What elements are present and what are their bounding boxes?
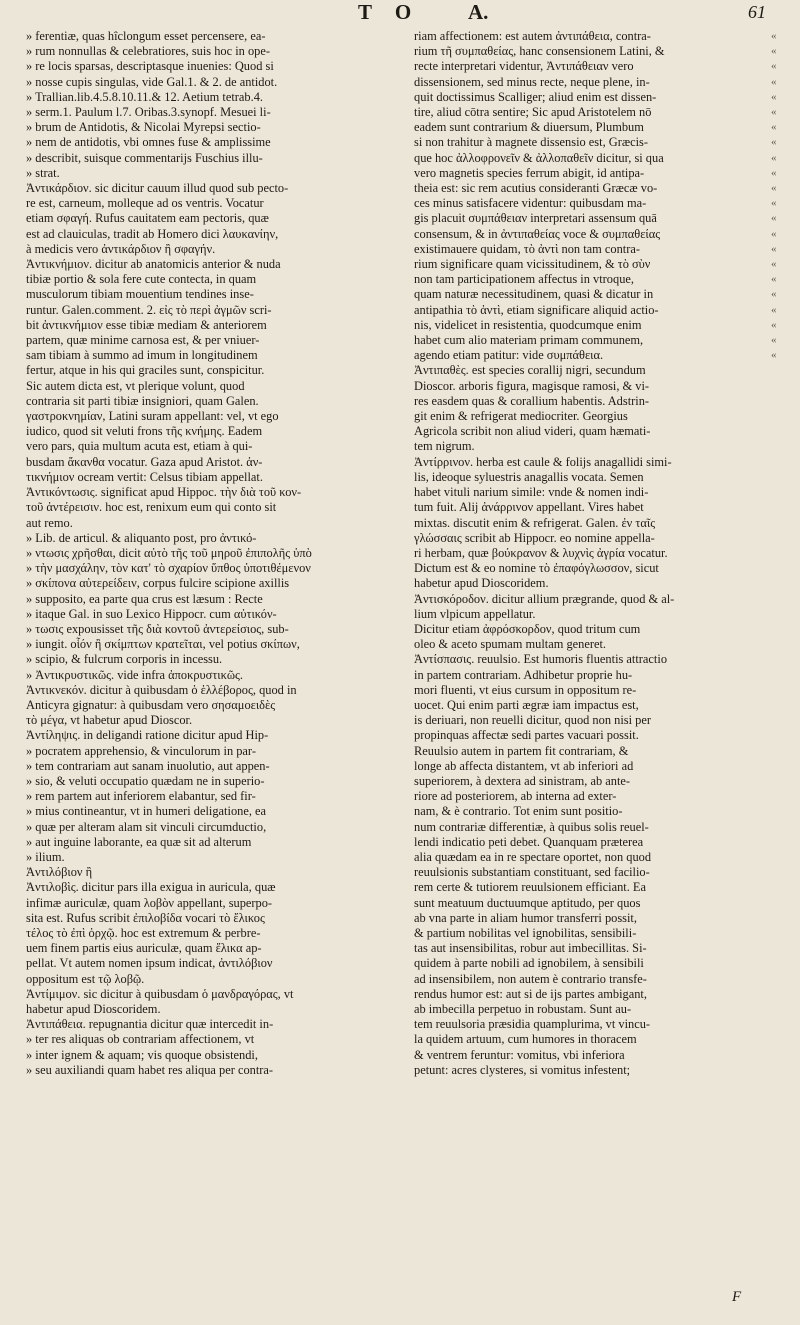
text-line: tibiæ portio & sola fere cute contecta, in quam (26, 272, 257, 287)
text-line: fertur, atque in his qui graciles sunt, conspicitur. (26, 363, 265, 378)
text-line: habet vituli narium simile: vnde & nomen indi- (414, 485, 649, 500)
text-line: » ντωσις χρῆσθαι, dicit αὐτὸ τῆς τοῦ μηροῦ ἐπιπολῆς ὑπὸ (26, 545, 312, 560)
text-line: vero pars, quia multum acuta est, etiam à qui- (26, 439, 253, 454)
text-line: lendi indicatio peti debet. Quanquam præterea (414, 834, 644, 849)
text-line: habetur apud Dioscoridem. (26, 1002, 161, 1016)
text-line: vero magnetis species ferrum abigit, id antipa- (414, 165, 645, 180)
text-line: & partium nobilitas vel ignobilitas, sensibili- (414, 925, 637, 940)
text-line: ri herbam, quæ βούκρανον & λυχνὶς ἀγρία vocatur. (414, 545, 668, 560)
margin-quote-mark: « (771, 242, 777, 255)
text-line: mori fluenti, vt eius cursum in oppositum re- (414, 682, 637, 697)
text-line: Reuulsio autem in partem fit contrariam, & (414, 743, 629, 758)
text-line: rendus humor est: aut si de ijs partes ambigant, (414, 986, 647, 1001)
margin-quote-mark: « (771, 75, 777, 88)
text-line: Ἀντιπαθὲς. est species corallij nigri, secundum (414, 363, 646, 378)
text-line: runtur. Galen.comment. 2. εἰς τὸ περὶ ἀγμῶν scri- (26, 302, 272, 317)
text-line: non tam participationem affectus in vtroque, (414, 272, 634, 287)
catchword: F (732, 1289, 742, 1305)
text-line: » nosse cupis singulas, vide Gal.1. & 2. de antidot. (26, 74, 278, 89)
text-line: mixtas. discutit enim & refrigerat. Galen. ἐν ταῖς (414, 515, 656, 530)
text-line: Sic autem dicta est, vt plerique volunt, quod (26, 378, 245, 393)
text-line: existimauere quidam, τὸ ἀντὶ non tam contra- (414, 241, 640, 256)
text-line: eadem sunt contrarium & diuersum, Plumbum (414, 120, 644, 135)
text-line: contraria sit parti tibiæ insigniori, quam Galen. (26, 393, 259, 408)
text-line: oppositum est τῷ λοβῷ. (26, 971, 145, 986)
text-line: la quidem artuum, cum humores in thoracem (414, 1032, 637, 1047)
text-line: » mius contineantur, vt in humeri deligatione, ea (26, 804, 267, 819)
margin-quote-mark: « (771, 349, 777, 362)
text-line: riam affectionem: est autem ἀντιπάθεια, contra- (414, 29, 651, 43)
text-line: tem nigrum. (414, 439, 475, 454)
margin-quote-mark: « (771, 90, 777, 103)
text-line: oleo & aceto spumam multam generet. (414, 637, 606, 652)
text-line: superiorem, à dextera ad sinistram, ab ante- (414, 773, 631, 788)
text-line: » seu auxiliandi quam habet res aliqua per contra- (26, 1062, 274, 1077)
text-line: Agricola scribit non aliud videri, quam hæmati- (414, 424, 651, 439)
text-line: Dictum est & eo nomine τὸ ἐπαφόγλωσσον, sicut (414, 561, 659, 576)
text-line: tire, aliud cōtra sentire; Sic apud Aristotelem nō (414, 105, 652, 120)
text-line: petunt: acres clysteres, si vomitus infestent; (414, 1062, 631, 1077)
page-number: 61 (748, 2, 766, 22)
text-line: Ἀντικνήμιον. dicitur ab anatomicis anterior & nuda (26, 257, 281, 272)
margin-quote-mark: « (771, 288, 777, 301)
text-line: ad insensibilem, non autem è contrario transfe- (414, 971, 647, 986)
text-line: » Lib. de articul. & aliquanto post, pro ἀντικό- (26, 530, 257, 545)
text-line: etiam σφαγή. Rufus cauitatem eam pectoris, quæ (26, 211, 269, 226)
text-line: γαστροκνημίαν, Latini suram appellant: vel, vt ego (26, 409, 279, 424)
text-line: » τὴν μασχάλην, τὸν κατ' τὸ σχαρίον ὕπθος ὑποτιθέμενον (26, 561, 311, 576)
text-line: rium significare quam vicissitudinem, & τὸ σὺν (414, 257, 651, 272)
text-line: » ilium. (26, 849, 65, 864)
text-line: lium vlpicum appellatur. (414, 606, 536, 621)
text-line: » Ἀντικρυστικῶς. vide infra ἀποκρυστικῶς. (26, 667, 244, 682)
text-line: » sio, & veluti occupatio quædam ne in superio- (26, 773, 265, 788)
text-line: partem, quæ minime carnosa est, & per vniuer- (26, 333, 260, 348)
text-line: longe ab affecta distantem, vt ab inferiori ad (414, 758, 634, 773)
margin-quote-mark: « (771, 258, 777, 271)
text-line: Ἀντίληψις. in deligandi ratione dicitur apud Hip- (26, 728, 269, 743)
text-line: re est, carneum, molleque ad os ventris. Vocatur (26, 196, 264, 211)
text-line: » brum de Antidotis, & Nicolai Myrepsi sectio- (26, 120, 261, 135)
text-line: » describit, suisque commentarijs Fuschius illu- (26, 150, 263, 165)
text-line: reuulsionis substantiam constituant, sed facilio- (414, 865, 650, 880)
text-line: » itaque Gal. in suo Lexico Hippocr. cum αὐτικόν- (26, 606, 277, 621)
text-line: » serm.1. Paulum l.7. Oribas.3.synopf. Mesuei li- (26, 105, 271, 120)
margin-quote-mark: « (771, 273, 777, 286)
text-line: bit ἀντικνήμιον esse tibiæ mediam & anteriorem (26, 317, 267, 332)
text-line: rium τῆ συμπαθείας, hanc consensionem Latini, & (414, 44, 665, 59)
text-line: agendo etiam patitur: vide συμπάθεια. (414, 348, 604, 363)
text-line: recte interpretari videntur, Ἀντιπάθειαν vero (414, 59, 634, 74)
text-line: » σκίπονα αὐτερείδειν, corpus fulcire scipione axillis (26, 576, 290, 591)
margin-quote-mark: « (771, 212, 777, 225)
margin-quote-mark: « (771, 166, 777, 179)
text-line: consensum, & in ἀντιπαθείας voce & συμπαθείας (414, 226, 661, 241)
text-line: Ἀντικόντωσις. significat apud Hippoc. τὴν διὰ τοῦ κον- (26, 485, 302, 500)
text-line: in partem contrariam. Adhibetur proprie hu- (414, 667, 633, 682)
text-line: lis, ideoque syluestris anagallis vocata. Semen (414, 469, 644, 484)
text-line: » supposito, ea parte qua crus est læsum : Recte (26, 591, 263, 606)
text-line: τέλος τὸ ἐπὶ ὀρχῷ. hoc est extremum & perbre- (26, 925, 261, 940)
text-line: busdam ἄκανθα vocatur. Gaza apud Aristot. ἀν- (26, 454, 263, 469)
text-line: riore ad posteriorem, ab interna ad exter- (414, 789, 617, 804)
text-line: » scipio, & fulcrum corporis in incessu. (26, 652, 223, 667)
text-line: que hoc ἀλλοφρονεῖν & ἀλλοπαθεῖν dicitur, si qua (414, 150, 664, 165)
text-line: is deriuari, non reuelli dicitur, quod non nisi per (414, 713, 651, 728)
margin-quote-mark: « (771, 106, 777, 119)
margin-quote-mark: « (771, 182, 777, 195)
text-line: Ἀντίσπασις. reuulsio. Est humoris fluentis attractio (414, 652, 668, 667)
text-line: » ter res aliquas ob contrariam affectionem, vt (26, 1032, 255, 1047)
text-line: num contrariæ differentiæ, à quibus solis reuel- (414, 819, 649, 834)
text-line: propinquas affectæ sedi partes vacuari possit. (414, 728, 639, 743)
text-line: » pocratem apprehensio, & vinculorum in par- (26, 743, 256, 758)
text-line: Ἀντικνεκόν. dicitur à quibusdam ὁ ἑλλέβορος, quod in (26, 682, 297, 697)
text-line: » aut inguine laborante, ea quæ sit ad alterum (26, 834, 252, 849)
text-line: sam tibiam à summo ad imum in longitudinem (26, 348, 258, 363)
margin-quote-mark: « (771, 121, 777, 134)
text-line: » re locis sparsas, descriptasque inuenies: Quod si (26, 59, 274, 74)
right-column (414, 29, 766, 1289)
text-line: res easdem quas & corallium habentis. Adstrin- (414, 393, 650, 408)
margin-quote-mark: « (771, 227, 777, 240)
text-line: quit doctissimus Scalliger; aliud enim est dissen- (414, 89, 657, 104)
text-line: Ἀντίμιμον. sic dicitur à quibusdam ὁ μανδραγόρας, vt (26, 986, 294, 1001)
text-line: git enim & refrigerat mediocriter. Georgius (414, 409, 628, 424)
text-line: » inter ignem & aquam; vis quoque obsistendi, (26, 1047, 258, 1062)
text-line: nam, & è contrario. Tot enim sunt positio- (414, 804, 623, 819)
text-line: » ferentiæ, quas hîclongum esset percensere, ea- (26, 29, 266, 43)
margin-quote-mark: « (771, 60, 777, 73)
text-line: quidem à parte nobili ad ignobilem, à sensibili (414, 956, 644, 971)
text-line: alia quædam ea in re spectare oportet, non quod (414, 849, 652, 864)
running-header (0, 0, 800, 30)
margin-quote-mark: « (771, 334, 777, 347)
margin-quote-mark: « (771, 30, 777, 42)
text-line: aut remo. (26, 515, 73, 530)
text-line: à medicis vero ἀντικάρδιον ἢ σφαγήν. (26, 241, 216, 256)
text-line: dissensionem, sed minus recte, neque plene, in- (414, 74, 650, 89)
text-line: Ἀντισκόροδον. dicitur allium prægrande, quod & al- (414, 591, 675, 606)
text-line: sita est. Rufus scribit ἐπιλοβίδα vocari τὸ ἔλικος (26, 910, 265, 925)
margin-quote-mark: « (771, 136, 777, 149)
margin-quote-mark: « (771, 303, 777, 316)
text-line: » Trallian.lib.4.5.8.10.11.& 12. Aetium tetrab.4. (26, 89, 264, 104)
text-line: tas aut insensibilitas, robur aut imbecillitas. Si- (414, 941, 647, 956)
text-line: » rem partem aut inferiorem elabantur, sed fir- (26, 789, 256, 804)
margin-quote-mark: « (771, 197, 777, 210)
text-line: quam naturæ necessitudinem, quasi & dicatur in (414, 287, 654, 302)
text-line: tum fuit. Alij ἀνάρρινον appellant. Vires habet (414, 500, 644, 515)
text-line: uocet. Qui enim parti ægræ iam impactus est, (414, 697, 639, 712)
right-margin-quote-marks (771, 29, 793, 363)
text-line: τικνήμιον ocream vertit: Celsus tibiam appellat. (26, 469, 263, 484)
text-line: Ἀντιλοβὶς. dicitur pars illa exigua in auricula, quæ (26, 880, 276, 895)
text-line: » rum nonnullas & celebratiores, suis hoc in ope- (26, 44, 270, 59)
text-line: sunt meatuum ductuumque aptitudo, per quos (414, 895, 641, 910)
text-line: tem reuulsoria præsidia quamplurima, vt vincu- (414, 1017, 651, 1032)
text-line: si non trahitur à magnete dissensio est, Græcis- (414, 135, 649, 150)
text-line: Ἀντικάρδιον. sic dicitur cauum illud quod sub pecto- (26, 181, 289, 196)
text-line: nis, videlicet in resistentia, quodcumque enim (414, 317, 642, 332)
text-line: τὸ μέγα, vt habetur apud Dioscor. (26, 713, 193, 728)
text-line: » strat. (26, 165, 60, 180)
text-line: pellat. Vt autem nomen ipsum indicat, ἀντιλόβιον (26, 956, 273, 971)
header-left: T O (358, 0, 421, 24)
text-line: gis placuit συμπάθειαν interpretari assensum quā (414, 211, 657, 226)
text-line: Anticyra gignatur: à quibusdam vero σησαμοειδὲς (26, 697, 276, 712)
header-letter: A. (468, 0, 489, 24)
text-line: ab imbecilla perpetuo in robustam. Sunt au- (414, 1002, 632, 1016)
margin-quote-mark: « (771, 45, 777, 58)
text-line: & ventrem feruntur: vomitus, vbi inferiora (414, 1047, 625, 1062)
left-column (26, 29, 388, 1289)
text-line: » quæ per alteram alam sit vinculi circumductio, (26, 819, 267, 834)
text-line: Ἀντιπάθεια. repugnantia dicitur quæ intercedit in- (26, 1017, 274, 1032)
text-line: Ἀντιλόβιον ἢ (26, 865, 93, 880)
text-line: ces minus satisfacere videntur: quibusdam ma- (414, 196, 647, 211)
text-line: ab vna parte in aliam humor transferri possit, (414, 910, 637, 925)
text-line: Ἀντίρρινον. herba est caule & folijs anagallidi simi- (414, 454, 672, 469)
text-line: habet cum alio materiam primam communem, (414, 333, 644, 348)
text-line: rem certe & tutiorem reuulsionem efficiant. Ea (414, 880, 647, 895)
text-line: » τωσις expousisset τῆς διὰ κοντοῦ ἀντερείσιος, sub- (26, 621, 289, 636)
text-line: est ad clauiculas, tradit ab Homero dici λαυκανίην, (26, 226, 279, 241)
text-line: habetur apud Dioscoridem. (414, 576, 549, 591)
text-line: Dioscor. arboris figura, magisque ramosi, & vi- (414, 378, 650, 393)
text-line: Dicitur etiam ἀφρόσκορδον, quod tritum cum (414, 621, 641, 636)
text-line: » iungit. οἷόν ἢ σκίμπτων κρατεῖται, vel potius σκίπων, (26, 637, 300, 652)
text-line: uem finem partis eius auriculæ, quam ἕλικα ap- (26, 941, 262, 956)
text-line: γλώσσαις scribit ab Hippocr. eo nomine appella- (414, 530, 655, 545)
text-line: infimæ auriculæ, quam λοβὸν appellant, superpo- (26, 895, 273, 910)
text-line: antipathia τὸ ἀντὶ, etiam significare aliquid actio- (414, 302, 659, 317)
text-line: » nem de antidotis, vbi omnes fuse & amplissime (26, 135, 271, 150)
text-line: iudico, quod sit veluti frons τῆς κνήμης. Eadem (26, 424, 263, 439)
margin-quote-mark: « (771, 318, 777, 331)
text-line: musculorum tibiam mouentium tendines inse- (26, 287, 254, 302)
text-line: theia est: sic rem acutius consideranti Græcæ vo- (414, 181, 658, 196)
text-line: » tem contrariam aut sanam inuolutio, aut appen- (26, 758, 270, 773)
text-line: τοῦ ἀντέρεισιν. hoc est, renixum eum qui conto sit (26, 500, 277, 515)
margin-quote-mark: « (771, 151, 777, 164)
